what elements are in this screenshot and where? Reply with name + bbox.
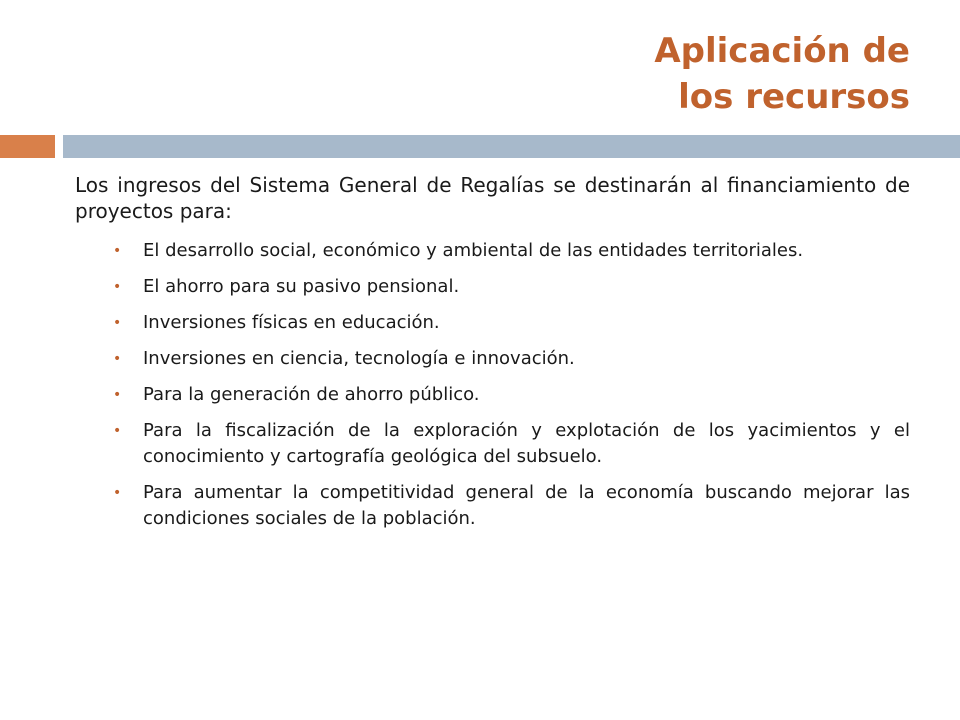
title-line-1: Aplicación de: [654, 31, 910, 71]
list-item-text: El ahorro para su pasivo pensional.: [143, 276, 460, 297]
bullet-icon: •: [113, 315, 122, 331]
bullet-icon: •: [113, 387, 122, 403]
bullet-icon: •: [113, 243, 122, 259]
list-item-text: Para aumentar la competitividad general de la economía buscando mejorar las condiciones sociales de la población.: [143, 482, 910, 529]
list-item-text: Para la generación de ahorro público.: [143, 384, 480, 405]
title-line-2: los recursos: [678, 77, 910, 117]
list-item: [75, 238, 910, 264]
bullet-icon: •: [113, 485, 122, 501]
list-item: [75, 346, 910, 372]
list-item: [75, 274, 910, 300]
bullet-icon: •: [113, 423, 122, 439]
bullet-icon: •: [113, 279, 122, 295]
bullet-list: [75, 238, 910, 532]
slide-title: [310, 28, 910, 120]
list-item-text: Inversiones físicas en educación.: [143, 312, 440, 333]
list-item: [75, 382, 910, 408]
accent-bar-right: [63, 135, 960, 158]
list-item-text: El desarrollo social, económico y ambiental de las entidades territoriales.: [143, 240, 804, 261]
list-item-text: Inversiones en ciencia, tecnología e innovación.: [143, 348, 575, 369]
bullet-icon: •: [113, 351, 122, 367]
list-item: [75, 418, 910, 470]
slide-body: [75, 172, 910, 542]
list-item-text: Para la fiscalización de la exploración y explotación de los yacimientos y el conocimiento y cartografía geológica del subsuelo.: [143, 420, 910, 467]
list-item: [75, 310, 910, 336]
intro-paragraph: Los ingresos del Sistema General de Regalías se destinarán al financiamiento de proyectos para:: [75, 173, 910, 223]
accent-bar-left: [0, 135, 55, 158]
list-item: [75, 480, 910, 532]
